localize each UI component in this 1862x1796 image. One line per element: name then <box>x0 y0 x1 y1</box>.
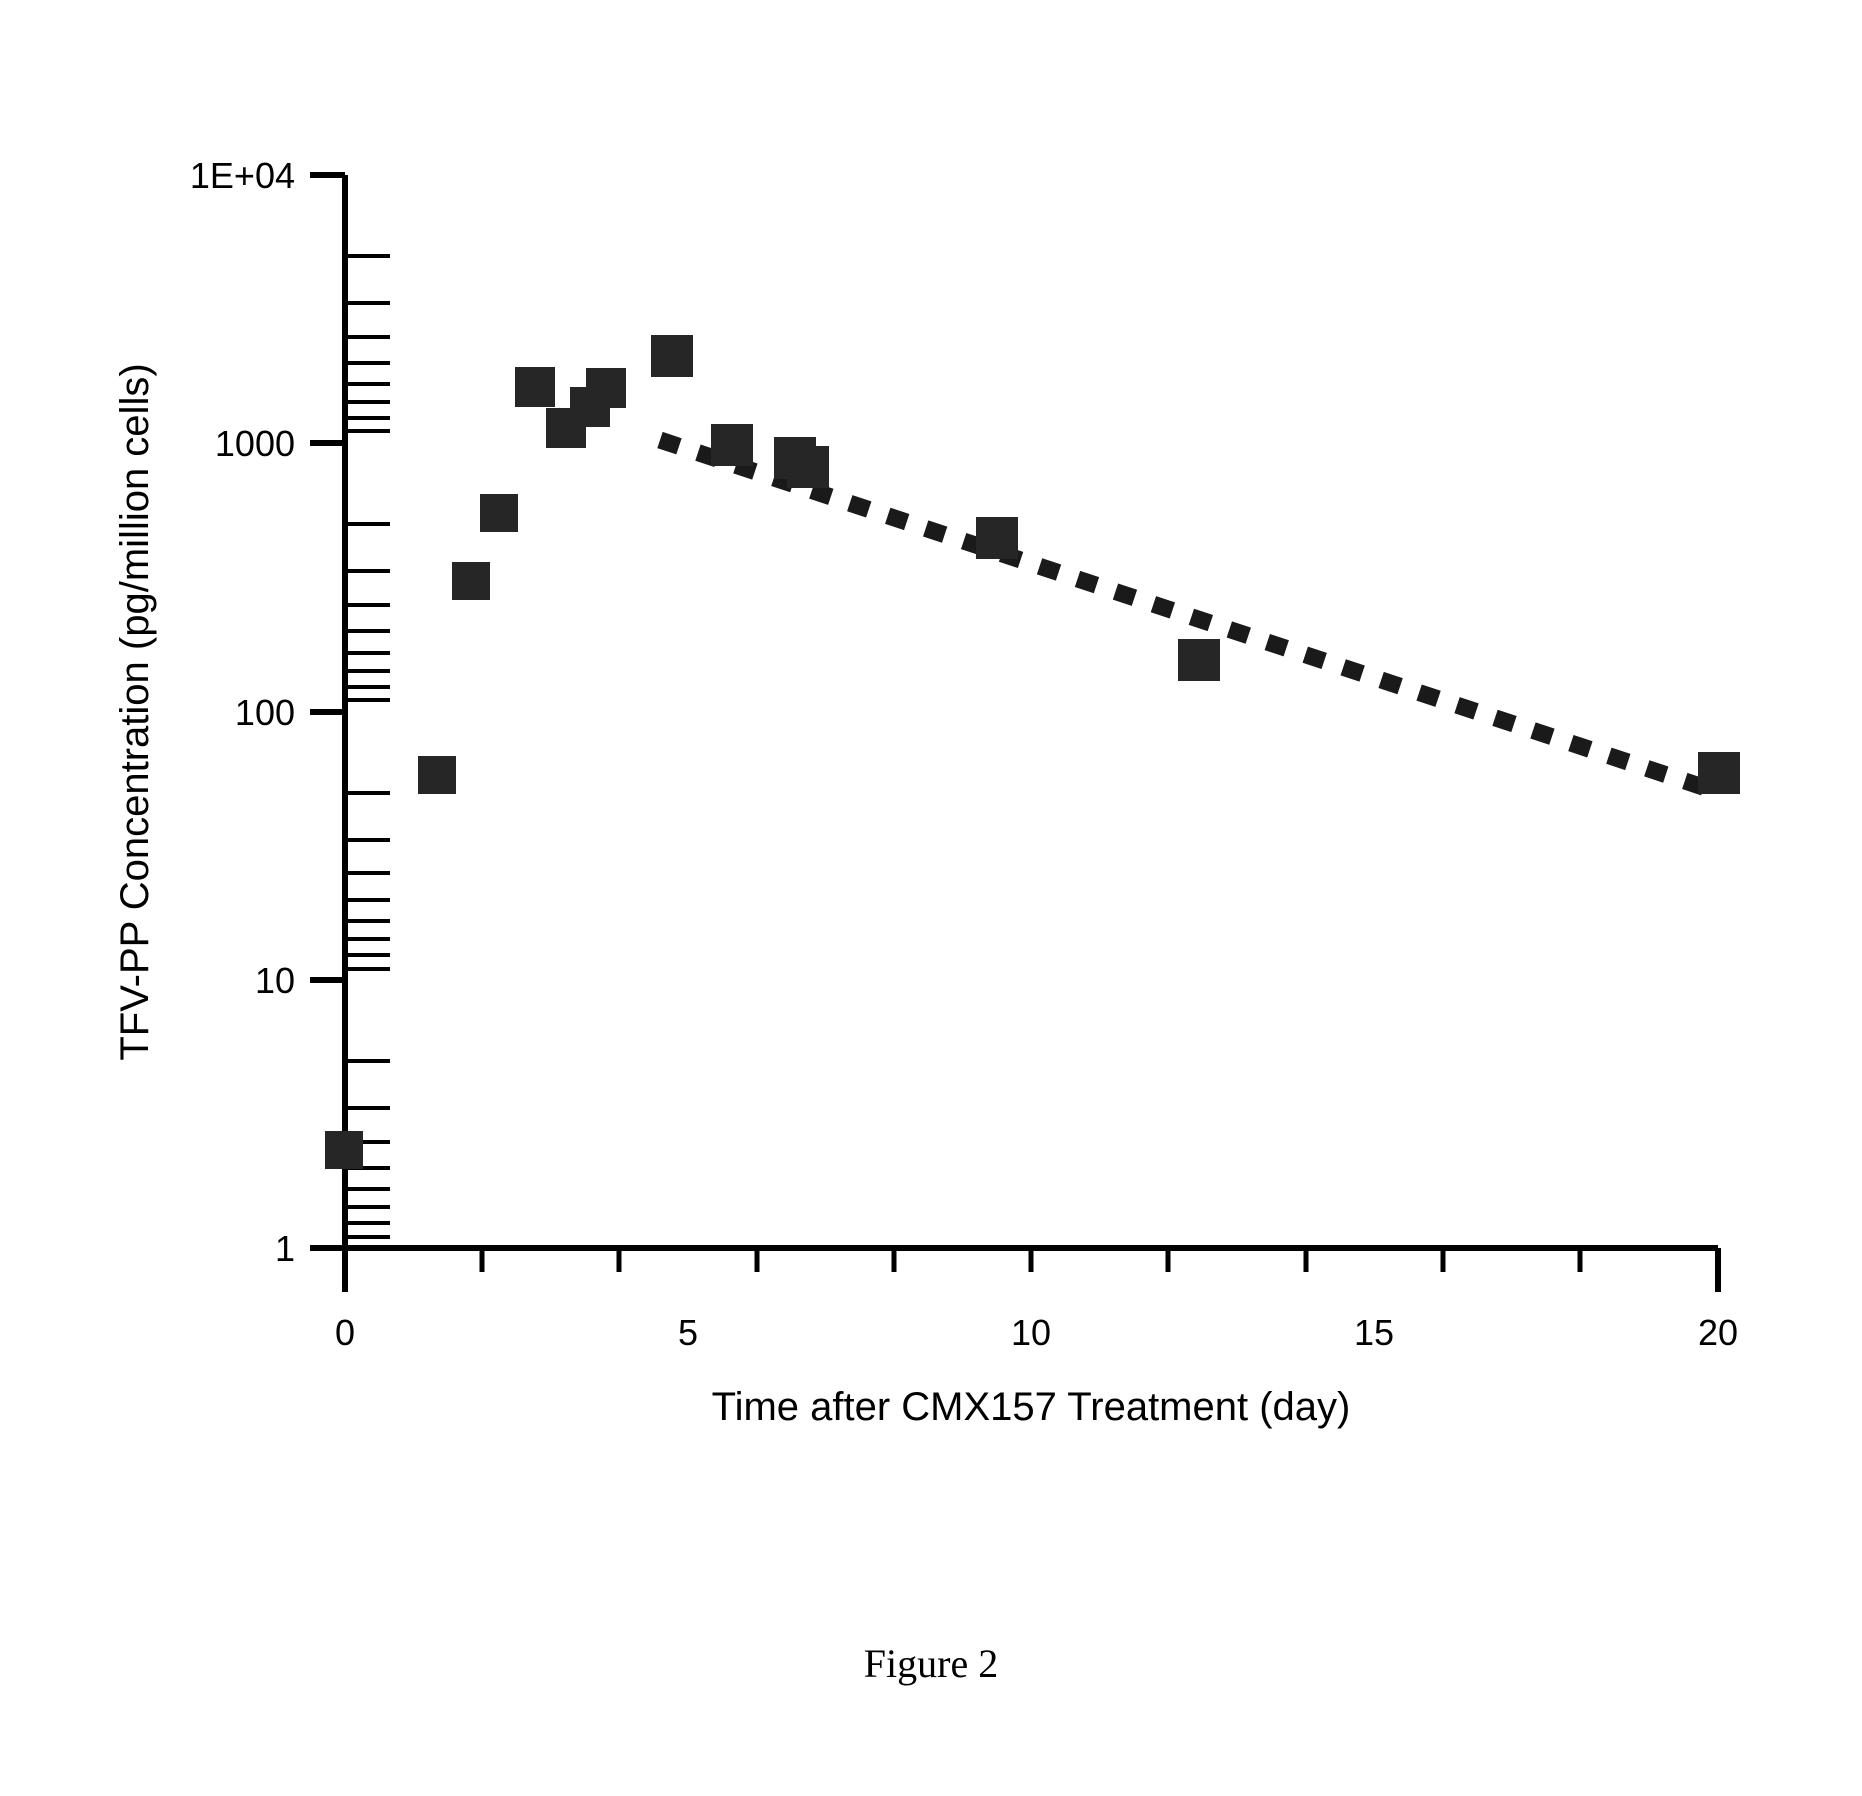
data-point <box>651 335 693 377</box>
data-point <box>1178 639 1220 681</box>
data-point <box>1698 752 1740 794</box>
x-tick-label-10: 10 <box>1010 1312 1052 1353</box>
x-tick-label-15: 15 <box>1353 1312 1395 1353</box>
data-point <box>515 367 555 407</box>
data-point <box>480 494 518 532</box>
y-minor-ticks <box>345 256 390 1237</box>
x-axis-title: Time after CMX157 Treatment (day) <box>711 1385 1351 1429</box>
y-axis-title: TFV-PP Concentration (pg/million cells) <box>113 363 157 1061</box>
data-point <box>787 446 829 488</box>
x-tick-label-20: 20 <box>1697 1312 1739 1353</box>
x-minor-ticks <box>482 1248 1580 1272</box>
y-tick-label-1: 1 <box>274 1228 295 1269</box>
data-point <box>711 424 753 466</box>
data-point <box>452 562 490 600</box>
data-point <box>418 756 456 794</box>
y-tick-label-1000: 1000 <box>214 423 295 464</box>
trendline-dotted <box>660 440 1712 790</box>
y-tick-label-100: 100 <box>234 692 295 733</box>
y-major-ticks <box>310 175 345 1248</box>
y-tick-label-10: 10 <box>254 960 295 1001</box>
data-point <box>586 368 626 408</box>
x-tick-label-5: 5 <box>677 1312 699 1353</box>
data-point-markers <box>325 335 1740 1169</box>
y-tick-label-10000: 1E+04 <box>189 155 295 196</box>
data-point <box>325 1131 363 1169</box>
data-point <box>976 517 1018 559</box>
figure-caption: Figure 2 <box>863 1641 999 1686</box>
x-tick-label-0: 0 <box>334 1312 356 1353</box>
